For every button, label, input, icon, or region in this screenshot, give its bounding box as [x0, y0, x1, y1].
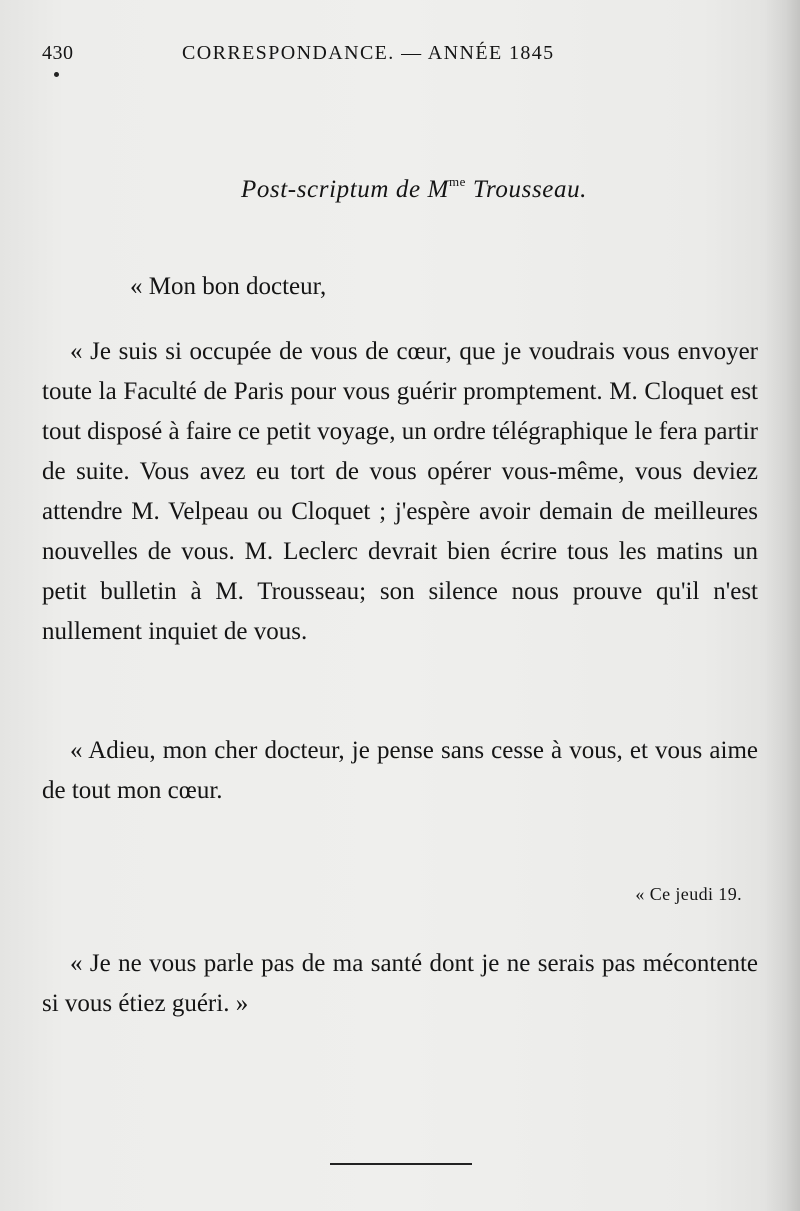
salutation: « Mon bon docteur, — [130, 273, 327, 300]
section-title — [0, 174, 800, 204]
ink-dot — [54, 72, 59, 77]
postscript-paragraph: « Je ne vous parle pas de ma santé dont je ne serais pas mécontente si vous étiez guéri. » — [42, 950, 758, 1017]
title-text-before: Post-scriptum de M — [240, 176, 449, 203]
dateline: « Ce jeudi 19. — [635, 884, 742, 904]
letter-paragraph: « Adieu, mon cher docteur, je pense sans cesse à vous, et vous aime de tout mon cœur. — [42, 737, 758, 804]
page-number: 430 — [42, 42, 74, 64]
running-head: CORRESPONDANCE. — ANNÉE 1845 — [182, 42, 555, 64]
title-text-after: Trousseau. — [466, 176, 588, 203]
letter-paragraph: « Je suis si occupée de vous de cœur, que je voudrais vous envoyer toute la Faculté de Paris pour vous guérir promptement. M. Cloquet est tout disposé à faire ce petit voyage, un ordre télégraphique le fera partir de suite. Vous avez eu tort de vous opérer vous-même, vous deviez attendre M. Velpeau ou Cloquet ; j'espère avoir demain de meilleures nouvelles de vous. M. Leclerc devrait bien écrire tous les matins un petit bulletin à M. Trousseau; son silence nous prouve qu'il n'est nullement inquiet de vous. — [42, 338, 758, 645]
closing-rule — [330, 1163, 472, 1165]
title-superscript: me — [448, 174, 467, 189]
page-header — [42, 42, 758, 72]
